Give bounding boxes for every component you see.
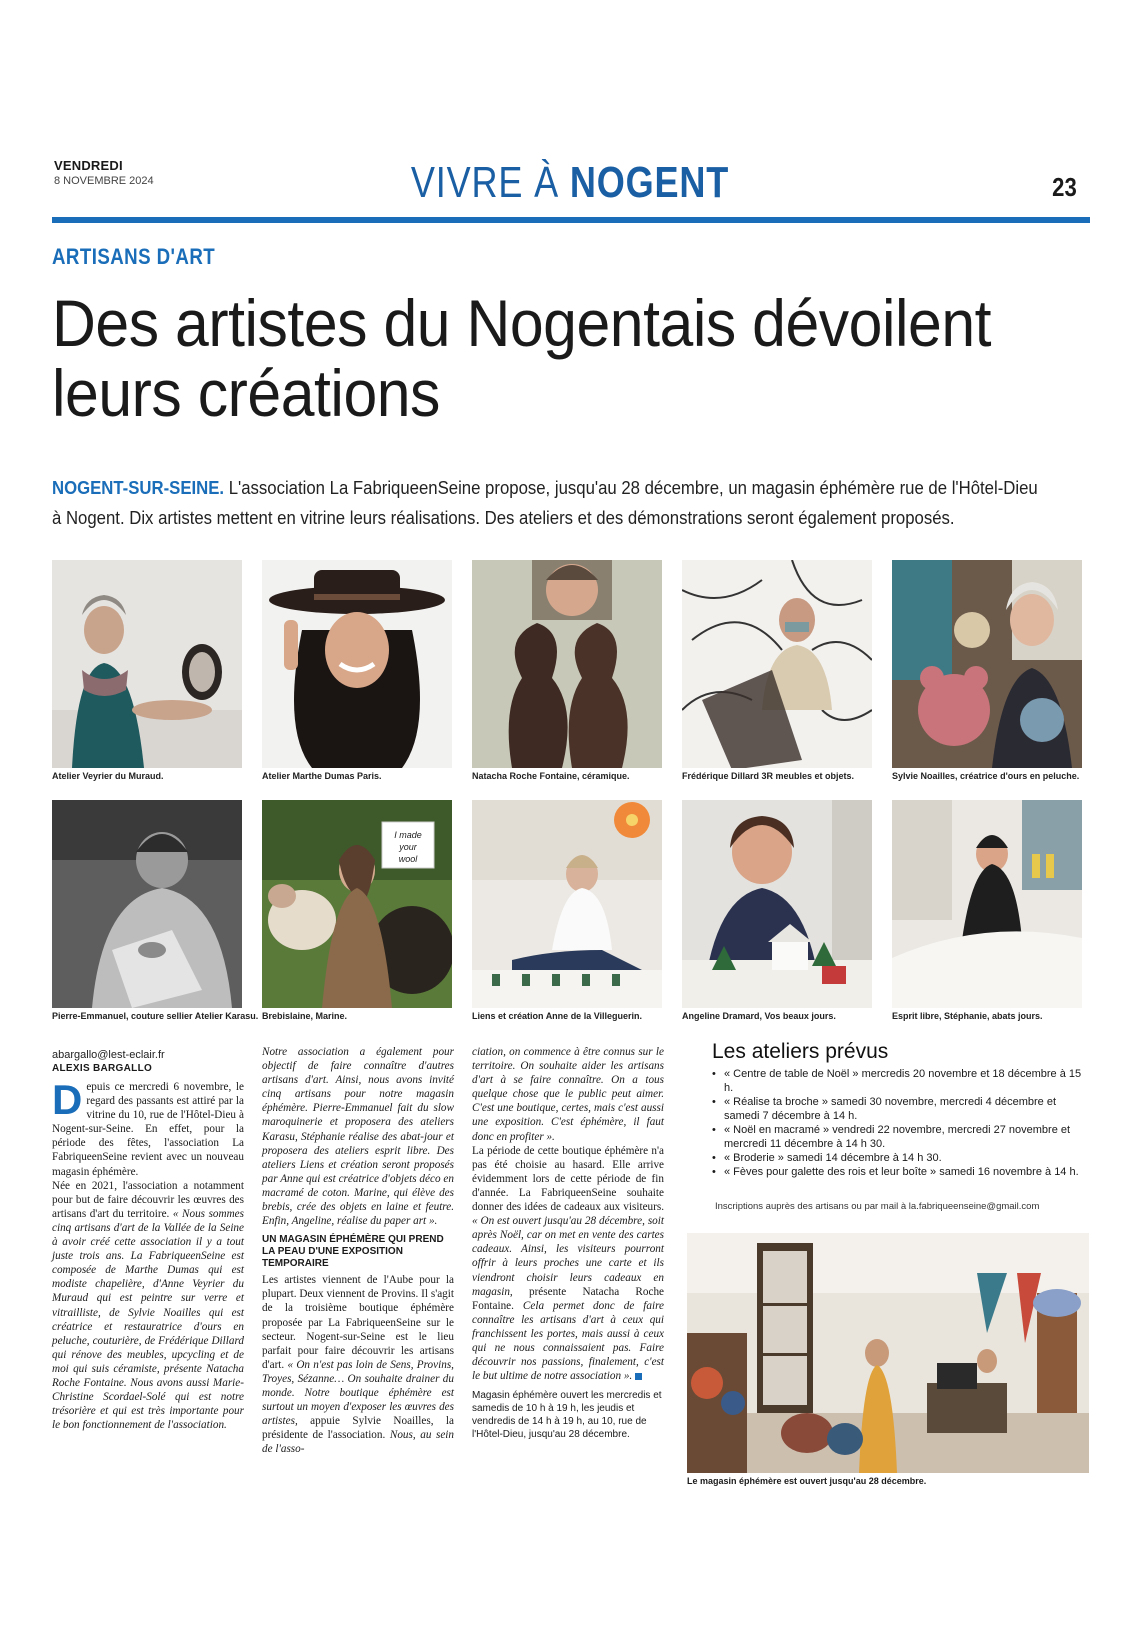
article-paragraph	[262, 1273, 454, 1456]
article-paragraph	[52, 1076, 244, 1179]
shop-info: Magasin éphémère ouvert les mercredis et samedis de 10 h à 19 h, les jeudis et vendredis de 14 h à 19 h, au 10, rue de l'Hôtel-Dieu, jusqu'au 28 décembre.	[472, 1390, 662, 1441]
photo-roche-fontaine	[472, 560, 662, 768]
registration-note: Inscriptions auprès des artisans ou par mail à la.fabriqueenseine@gmail.com	[715, 1201, 1040, 1212]
photo-caption: Sylvie Noailles, créatrice d'ours en peluche.	[892, 771, 1080, 781]
article-quote: « Nous sommes cinq artisans d'art de la Vallée de la Seine à avoir créé cette association il y a tout juste trois ans. La FabriqueenSeine est composée de Marthe Dumas qui est modiste chapelière, d'Anne Veyrier du Muraud qui est peintre sur verre et vitrailliste, de Sylvie Noailles qui est créatrice et restauratrice d'ours en peluche, couturière, de Frédérique Dillard qui rénove des meubles, upcycling et de moi qui suis céramiste, présente Natacha Roche Fontaine. Nous avons aussi Marie-Christine Scordael-Solé qui est notre trésorière et qui est très importante pour le bon fonctionnement de l'association.	[52, 1207, 245, 1432]
lead-paragraph	[52, 473, 1038, 533]
article-text: présente Natacha Roche Fontaine.	[472, 1285, 665, 1312]
article-text: La période de cette boutique éphémère n'a pas été choisie au hasard. Elle arrive évidemment lors de cette période de fin d'année. La FabriqueenSeine souhaite donner des idées de cadeaux aux visiteurs.	[472, 1144, 664, 1214]
drop-cap: D	[52, 1076, 83, 1123]
photo-caption: Pierre-Emmanuel, couture sellier Atelier Karasu.	[52, 1011, 259, 1021]
article-text: Les artistes viennent de l'Aube pour la plupart. Deux viennent de Provins. Il s'agit de la troisième boutique éphémère proposée par La FabriqueenSeine sur le secteur. Nogent-sur-Seine est le lieu parfait pour faire découvrir les artisans d'art.	[262, 1274, 454, 1371]
article-column-1	[52, 1076, 245, 1432]
end-mark	[635, 1373, 642, 1380]
article-quote: Nous, au sein de l'asso-	[262, 1429, 454, 1456]
article-column-2	[262, 1045, 454, 1456]
photo-caption: Brebislaine, Marine.	[262, 1011, 348, 1021]
article-quote: « On est ouvert jusqu'au 28 décembre, soit après Noël, car on met en vente des cartes cadeaux. Ainsi, les visiteurs pourront offrir à leurs proches une carte et ils viendront choisir leurs cadeaux en magasin,	[472, 1215, 664, 1298]
photo-caption: Le magasin éphémère est ouvert jusqu'au 28 décembre.	[687, 1476, 927, 1486]
author-name: ALEXIS BARGALLO	[52, 1063, 153, 1074]
photo-dillard	[682, 560, 872, 768]
header-rule	[52, 217, 1090, 223]
edition-day: VENDREDI	[54, 158, 123, 173]
rubric-light: VIVRE À	[410, 158, 570, 207]
photo-karasu	[52, 800, 242, 1008]
photo-dramard	[682, 800, 872, 1008]
section-rubric	[103, 158, 1038, 208]
photo-noailles	[892, 560, 1082, 768]
list-item: • « Noël en macramé » vendredi 22 novembre, mercredi 27 novembre et mercredi 11 décembre à 14 h 30.	[712, 1123, 1082, 1151]
lead-text: L'association La FabriqueenSeine propose, jusqu'au 28 décembre, un magasin éphémère rue de l'Hôtel-Dieu à Nogent. Dix artistes mettent en vitrine leurs réalisations. Des ateliers et des démonstrations seront également proposés.	[52, 478, 1038, 528]
photo-caption: Angeline Dramard, Vos beaux jours.	[682, 1011, 836, 1021]
workshop-list	[712, 1067, 1082, 1179]
article-paragraph	[472, 1144, 664, 1384]
svg-text:wool: wool	[398, 854, 418, 864]
headline: Des artistes du Nogentais dévoilent leurs créations	[52, 286, 992, 430]
photo-villeguerin	[472, 800, 662, 1008]
photo-brebislaine	[262, 800, 452, 1008]
photo-caption: Atelier Veyrier du Muraud.	[52, 771, 164, 781]
rubric-bold: NOGENT	[569, 158, 730, 207]
list-item: • « Réalise ta broche » samedi 30 novembre, mercredi 4 décembre et samedi 7 décembre à 14 h.	[712, 1095, 1082, 1123]
kicker: ARTISANS D'ART	[52, 244, 216, 269]
photo-esprit-libre	[892, 800, 1082, 1008]
article-column-3	[472, 1045, 664, 1441]
photo-caption: Natacha Roche Fontaine, céramique.	[472, 771, 630, 781]
edition-date: 8 NOVEMBRE 2024	[54, 175, 154, 187]
photo-caption: Esprit libre, Stéphanie, abats jours.	[892, 1011, 1043, 1021]
article-subhead: UN MAGASIN ÉPHÉMÈRE QUI PREND LA PEAU D'UNE EXPOSITION TEMPORAIRE	[262, 1234, 444, 1270]
photo-veyrier	[52, 560, 242, 768]
article-paragraph	[52, 1179, 244, 1433]
article-quote: Cela permet donc de faire connaître les artisans d'art à ceux qui franchissent les portes, mais aussi à ceux qui ne nous connaissaient pas. Faire découvrir nos passions, finalement, c'est le but ultime de notre association ».	[472, 1299, 664, 1383]
list-item: • « Centre de table de Noël » mercredis 20 novembre et 18 décembre à 15 h.	[712, 1067, 1082, 1095]
article-quote: Notre association a également pour objectif de faire connaître d'autres artisans d'art. Ainsi, nous avons invité cinq artisans pour notre magasin éphémère. Pierre-Emmanuel fait du slow maroquinerie et proposera des ateliers Karasu, Stéphanie réalise des abat-jour et proposera des ateliers esprit libre. Des ateliers Liens et création seront proposés par Anne qui est créatrice d'objets déco en macramé de coton. Marine, qui élève des brebis, crée des objets en laine et feutre. Enfin, Angeline, réalise du paper art ».	[262, 1046, 454, 1228]
author-email[interactable]: abargallo@lest-eclair.fr	[52, 1049, 165, 1061]
photo-caption: Liens et création Anne de la Villeguerin.	[472, 1011, 643, 1021]
list-item: • « Fèves pour galette des rois et leur boîte » samedi 16 novembre à 14 h.	[712, 1165, 1082, 1179]
dateline-place: NOGENT-SUR-SEINE.	[52, 478, 225, 498]
article-text: Née en 2021, l'association a notamment pour but de faire découvrir les œuvres des artisans d'art du territoire.	[52, 1179, 244, 1220]
article-text: appuie Sylvie Noailles, la présidente de l'association.	[262, 1415, 454, 1442]
article-quote: ciation, on commence à être connus sur le territoire. On souhaite aider les artisans d'art à se faire connaître. On a tous quelque chose que le public peut aimer. C'est une boutique, certes, mais c'est aussi une exposition. C'est éphémère, il faut donc en profiter ».	[472, 1046, 664, 1143]
svg-text:your: your	[399, 842, 417, 852]
sidebar-title: Les ateliers prévus	[712, 1040, 889, 1063]
photo-shop-interior	[687, 1233, 1089, 1473]
list-item: • « Broderie » samedi 14 décembre à 14 h 30.	[712, 1151, 1082, 1165]
photo-caption: Frédérique Dillard 3R meubles et objets.	[682, 771, 855, 781]
article-text: epuis ce mercredi 6 novembre, le regard des passants est attiré par la vitrine du 10, rue de l'Hôtel-Dieu à Nogent-sur-Seine. En effet, pour la période des fêtes, l'association La FabriqueenSeine revient avec un nouveau magasin éphémère.	[52, 1081, 244, 1178]
photo-caption: Atelier Marthe Dumas Paris.	[262, 771, 382, 781]
photo-dumas	[262, 560, 452, 768]
article-quote: « On n'est pas loin de Sens, Provins, Troyes, Sézanne… On souhaite drainer du monde. Notre boutique éphémère est surtout un moyen d'exposer les œuvres des artistes,	[262, 1358, 454, 1428]
svg-text:I made: I made	[394, 830, 422, 840]
page-number: 23	[1052, 172, 1077, 202]
